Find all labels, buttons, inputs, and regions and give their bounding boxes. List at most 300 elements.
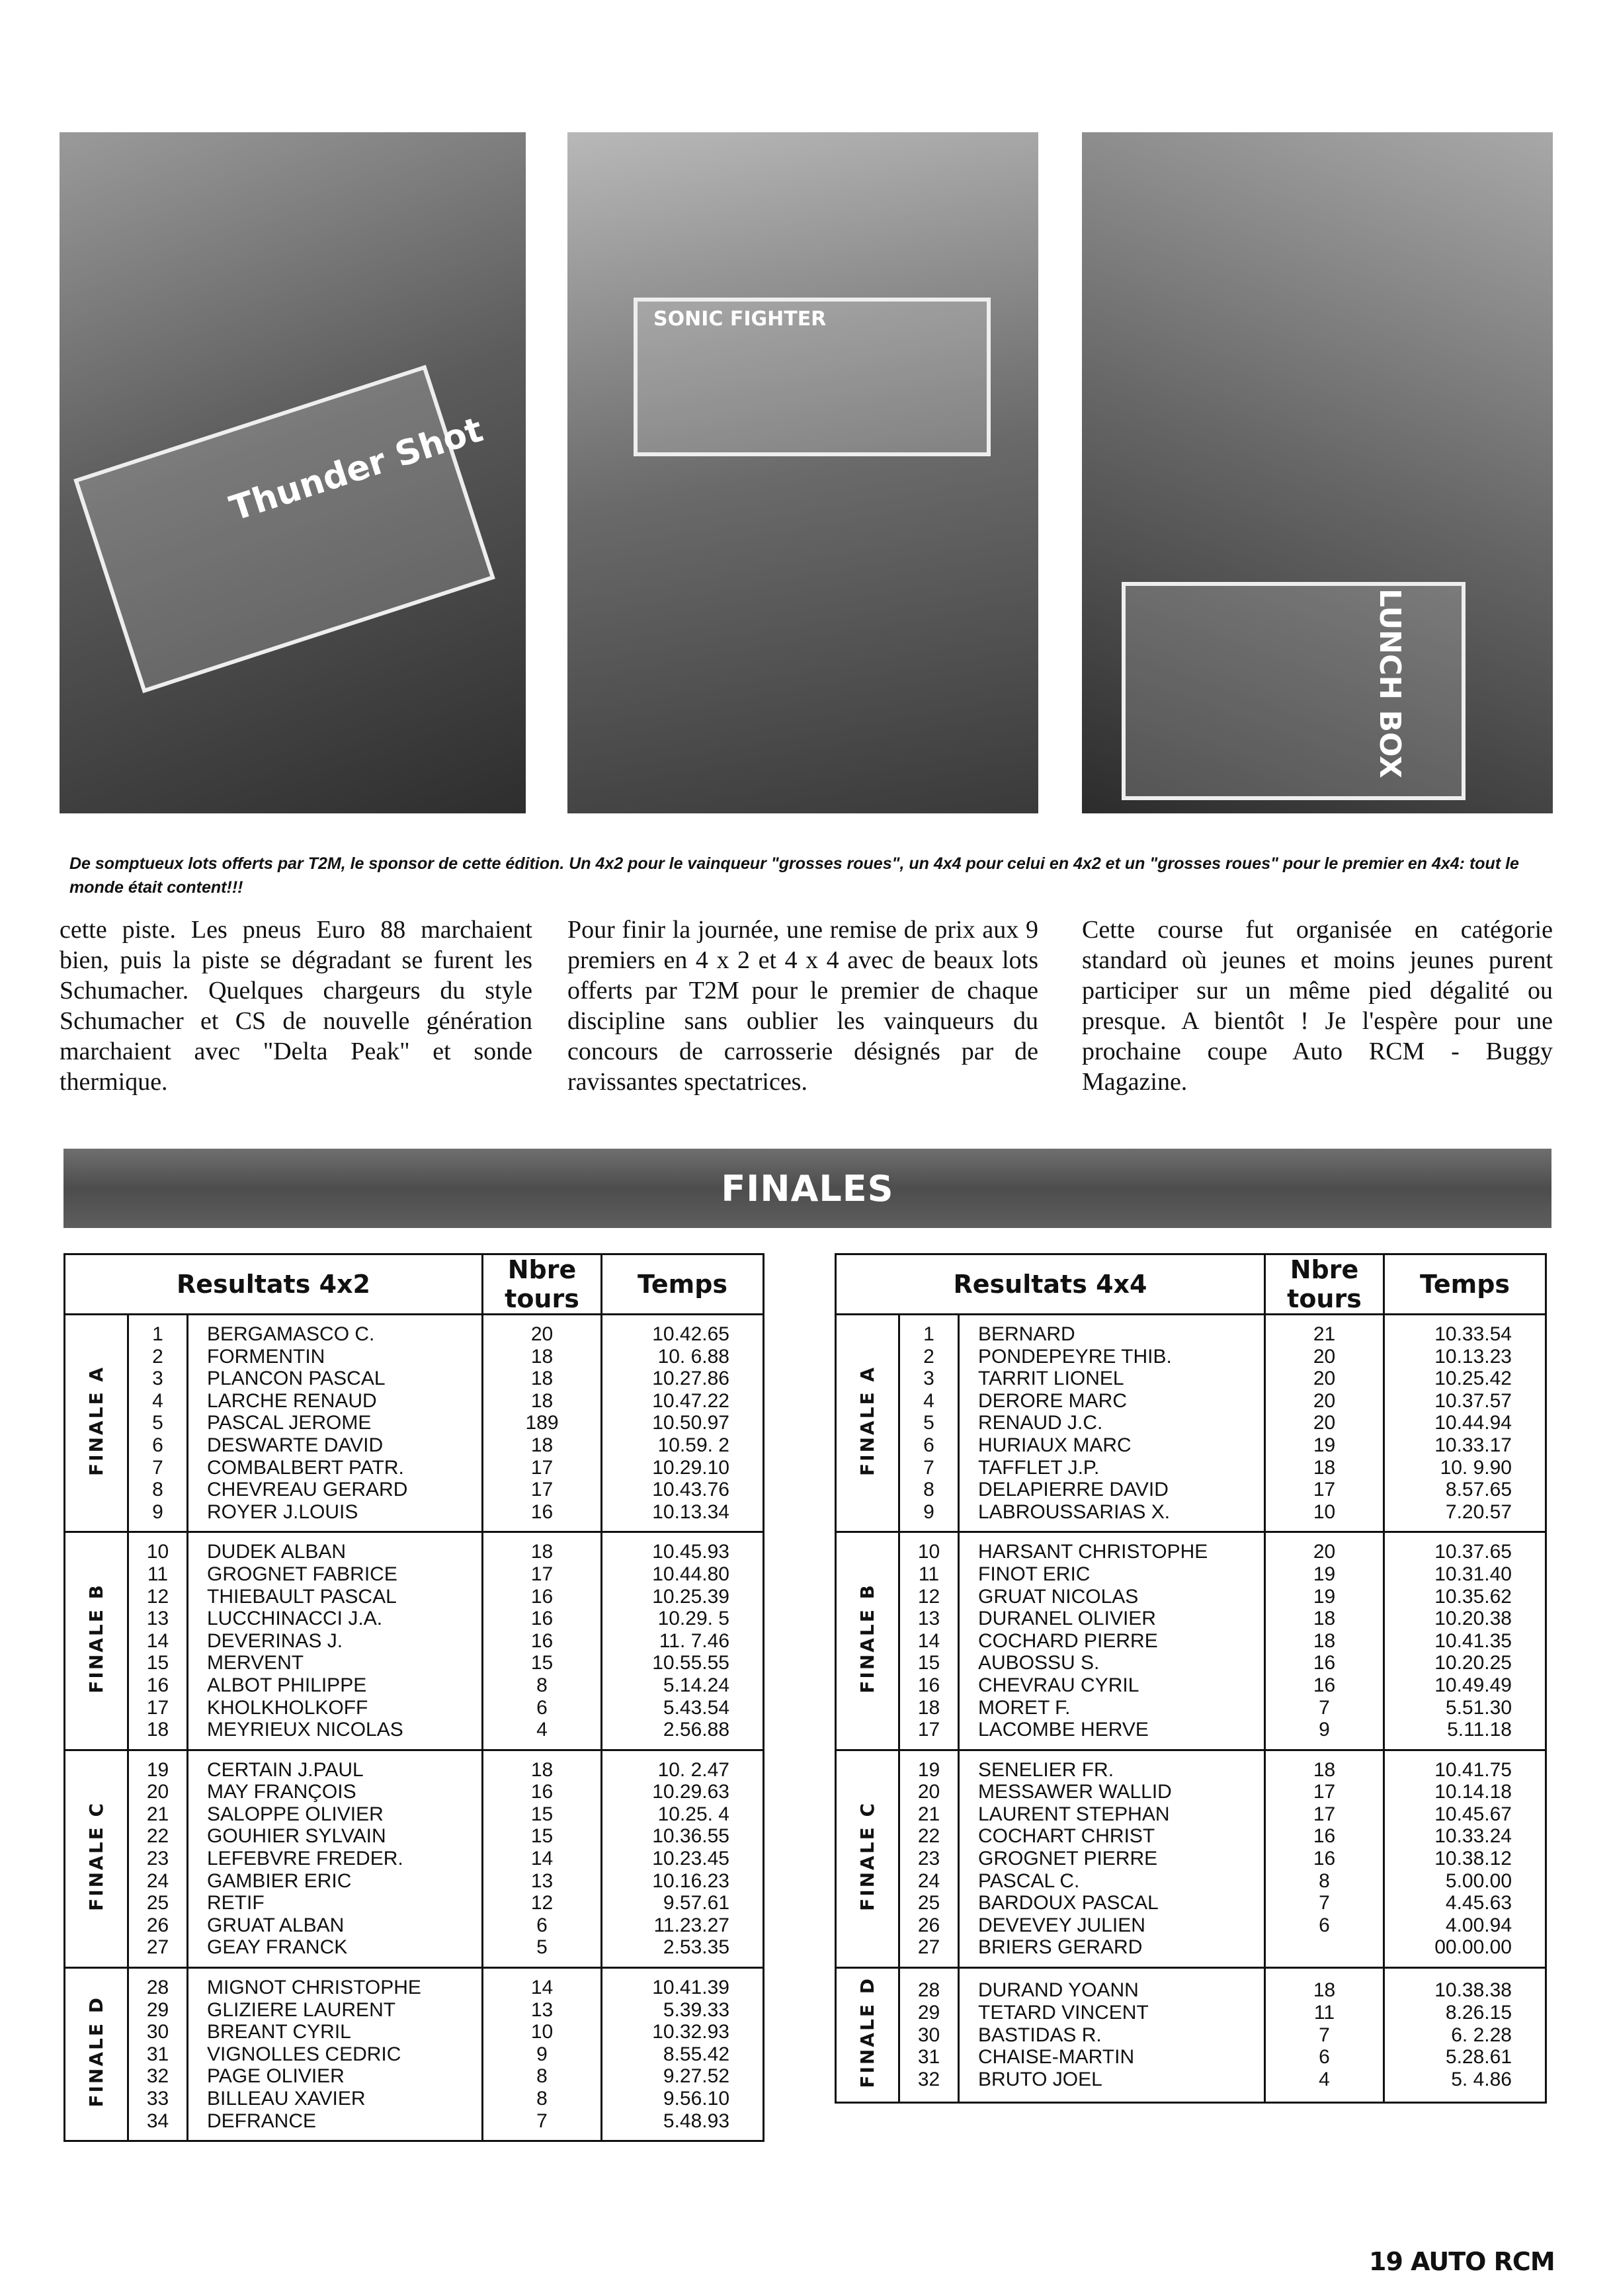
lap-count: 16 — [530, 1585, 554, 1608]
lap-count-column — [483, 1750, 602, 1967]
race-time: 10.41.39 — [652, 1977, 729, 1999]
driver-name: THIEBAULT PASCAL — [207, 1585, 397, 1608]
lap-count: 15 — [530, 1825, 554, 1848]
lap-count: 20 — [1313, 1389, 1336, 1412]
position-column — [899, 1315, 959, 1532]
table-title: Resultats 4x2 — [65, 1254, 483, 1315]
position: 4 — [152, 1389, 163, 1412]
lap-count: 18 — [530, 1345, 554, 1368]
driver-name-column — [959, 1750, 1265, 1967]
lap-count: 6 — [536, 1914, 548, 1936]
position-column — [899, 1750, 959, 1967]
page-number: 19 — [1369, 2247, 1403, 2276]
position: 17 — [917, 1719, 940, 1741]
lap-count: 5 — [536, 1936, 548, 1959]
kit-box-label: LUNCH BOX — [1373, 589, 1407, 778]
lap-count: 17 — [530, 1563, 554, 1585]
position: 24 — [917, 1869, 940, 1892]
position: 21 — [917, 1803, 940, 1825]
driver-name: MESSAWER WALLID — [978, 1781, 1172, 1803]
finale-group — [836, 1315, 1546, 1532]
driver-name: DEVERINAS J. — [207, 1629, 343, 1652]
race-time: 10. 9.90 — [1440, 1456, 1512, 1479]
position: 32 — [917, 2068, 940, 2090]
position: 16 — [146, 1674, 169, 1696]
race-time: 10.13.23 — [1434, 1345, 1512, 1368]
race-time-column — [602, 1532, 764, 1750]
race-time: 10.31.40 — [1434, 1563, 1512, 1585]
position: 11 — [918, 1563, 940, 1585]
lap-count: 11 — [1313, 2001, 1335, 2024]
driver-name-column — [959, 1968, 1265, 2103]
kit-box-label: Thunder Shot — [225, 410, 488, 529]
race-time: 5.14.24 — [663, 1674, 729, 1696]
race-time: 8.26.15 — [1445, 2001, 1512, 2024]
race-time: 10.33.17 — [1434, 1434, 1512, 1456]
position: 7 — [152, 1456, 163, 1479]
driver-name: LACOMBE HERVE — [978, 1719, 1149, 1741]
position: 13 — [146, 1608, 169, 1630]
race-time: 10.13.34 — [652, 1500, 729, 1523]
driver-name: BRIERS GERARD — [978, 1936, 1143, 1959]
position: 8 — [152, 1479, 163, 1501]
race-time: 10.55.55 — [652, 1652, 729, 1674]
driver-name: BERGAMASCO C. — [207, 1323, 375, 1345]
driver-name: GRUAT ALBAN — [207, 1914, 345, 1936]
position: 15 — [146, 1652, 169, 1674]
driver-name: MORET F. — [978, 1696, 1071, 1719]
driver-name: PAGE OLIVIER — [207, 2065, 345, 2088]
lap-count-column — [483, 1968, 602, 2141]
position: 10 — [146, 1541, 169, 1563]
lap-count: 16 — [530, 1500, 554, 1523]
article-column-2: Pour finir la journée, une remise de prix aux 9 premiers en 4 x 2 et 4 x 4 avec de beaux lots offerts par T2M pour le premier de chaque discipline sans oublier les vainqueurs du concours de carrosserie désignés par de ravissantes spectatrices. — [567, 916, 1038, 1096]
position: 25 — [917, 1892, 940, 1914]
position: 12 — [146, 1585, 169, 1608]
finale-label-text: FINALE B — [85, 1583, 107, 1694]
driver-name-column — [188, 1315, 483, 1532]
finale-label — [836, 1968, 899, 2103]
driver-name: LABROUSSARIAS X. — [978, 1500, 1171, 1523]
race-time: 00.00.00 — [1434, 1936, 1512, 1959]
lap-count: 16 — [1313, 1848, 1336, 1870]
lap-count: 19 — [1313, 1434, 1336, 1456]
position: 17 — [146, 1696, 169, 1719]
driver-name-column — [959, 1532, 1265, 1750]
position: 20 — [146, 1781, 169, 1803]
driver-name-column — [188, 1968, 483, 2141]
finale-label-text: FINALE A — [85, 1365, 107, 1476]
kit-box — [73, 365, 495, 693]
race-time: 10.45.93 — [652, 1541, 729, 1563]
finale-label-text: FINALE D — [85, 1996, 107, 2108]
driver-name: SALOPPE OLIVIER — [207, 1803, 384, 1825]
lap-count: 4 — [536, 1719, 548, 1741]
race-time: 10.29.63 — [652, 1781, 729, 1803]
race-time-column — [1384, 1750, 1546, 1967]
driver-name: DEVEVEY JULIEN — [978, 1914, 1145, 1936]
position: 28 — [917, 1979, 940, 2002]
position: 32 — [146, 2065, 169, 2088]
finale-label — [836, 1532, 899, 1750]
driver-name: TETARD VINCENT — [978, 2001, 1149, 2024]
position: 14 — [146, 1629, 169, 1652]
lap-count-column — [1265, 1315, 1384, 1532]
position: 34 — [146, 2110, 169, 2132]
lap-count: 16 — [530, 1629, 554, 1652]
race-time-column — [602, 1968, 764, 2141]
lap-count: 4 — [1319, 2068, 1330, 2090]
race-time: 10.20.25 — [1434, 1652, 1512, 1674]
position: 6 — [152, 1434, 163, 1456]
driver-name: VIGNOLLES CEDRIC — [207, 2043, 401, 2065]
lap-count: 19 — [1313, 1585, 1336, 1608]
position: 31 — [146, 2043, 169, 2065]
finale-group — [836, 1532, 1546, 1750]
driver-name: GLIZIERE LAURENT — [207, 1998, 396, 2021]
temps-header: Temps — [1384, 1254, 1546, 1315]
driver-name: KHOLKHOLKOFF — [207, 1696, 368, 1719]
driver-name-column — [959, 1315, 1265, 1532]
race-time-column — [602, 1315, 764, 1532]
driver-name: DERORE MARC — [978, 1389, 1128, 1412]
driver-name: COMBALBERT PATR. — [207, 1456, 404, 1479]
driver-name: MERVENT — [207, 1652, 304, 1674]
race-time: 10.44.80 — [652, 1563, 729, 1585]
finale-label — [65, 1750, 128, 1967]
lap-count: 8 — [1319, 1869, 1330, 1892]
race-time: 5.28.61 — [1445, 2046, 1512, 2069]
race-time: 10.33.24 — [1434, 1825, 1512, 1848]
race-time: 10.37.65 — [1434, 1541, 1512, 1563]
race-time: 2.56.88 — [663, 1719, 729, 1741]
finale-label — [65, 1315, 128, 1532]
position: 2 — [923, 1345, 934, 1368]
position: 9 — [152, 1500, 163, 1523]
race-time: 10.20.38 — [1434, 1608, 1512, 1630]
lap-count: 18 — [1313, 1608, 1336, 1630]
lap-count: 8 — [536, 2088, 548, 2110]
position: 1 — [152, 1323, 163, 1345]
race-time-column — [602, 1750, 764, 1967]
race-time: 10.42.65 — [652, 1323, 729, 1345]
position: 15 — [917, 1652, 940, 1674]
lap-count-column — [1265, 1968, 1384, 2103]
position: 16 — [917, 1674, 940, 1696]
race-time: 10.43.76 — [652, 1479, 729, 1501]
driver-name: MEYRIEUX NICOLAS — [207, 1719, 403, 1741]
lap-count: 8 — [536, 2065, 548, 2088]
driver-name: GROGNET PIERRE — [978, 1848, 1158, 1870]
race-time: 10.32.93 — [652, 2021, 729, 2043]
lap-count: 6 — [536, 1696, 548, 1719]
driver-name: CHEVREAU GERARD — [207, 1479, 408, 1501]
driver-name: DURANEL OLIVIER — [978, 1608, 1156, 1630]
position: 13 — [917, 1608, 940, 1630]
lap-count: 16 — [1313, 1652, 1336, 1674]
lap-count: 9 — [536, 2043, 548, 2065]
photo-caption: De somptueux lots offerts par T2M, le sponsor de cette édition. Un 4x2 pour le vainqueur "grosses roues", un 4x4 pour celui en 4x2 et un "grosses roues" pour le premier en 4x4: tout le monde était content!!! — [69, 854, 1519, 897]
position: 11 — [147, 1563, 169, 1585]
driver-name: TARRIT LIONEL — [978, 1368, 1124, 1390]
lap-count: 7 — [1319, 2024, 1330, 2046]
race-time: 5.48.93 — [663, 2110, 729, 2132]
lap-count: 20 — [530, 1323, 554, 1345]
finale-group — [65, 1750, 764, 1967]
lap-count: 20 — [1313, 1345, 1336, 1368]
magazine-name: AUTO RCM — [1411, 2247, 1555, 2276]
race-time: 10.59. 2 — [657, 1434, 729, 1456]
lap-count: 17 — [1313, 1781, 1336, 1803]
driver-name: COCHART CHRIST — [978, 1825, 1155, 1848]
lap-count: 18 — [530, 1368, 554, 1390]
race-time: 10.36.55 — [652, 1825, 729, 1848]
position: 26 — [917, 1914, 940, 1936]
finale-group — [836, 1750, 1546, 1967]
driver-name: HURIAUX MARC — [978, 1434, 1132, 1456]
position: 8 — [923, 1479, 934, 1501]
photo-winner-sonic-fighter — [567, 132, 1038, 813]
lap-count: 16 — [530, 1781, 554, 1803]
finale-group — [65, 1532, 764, 1750]
race-time: 10.50.97 — [652, 1412, 729, 1434]
photo-winner-thunder-shot — [60, 132, 526, 813]
finale-label — [65, 1532, 128, 1750]
driver-name: FINOT ERIC — [978, 1563, 1091, 1585]
temps-header: Temps — [602, 1254, 764, 1315]
lap-count: 9 — [1319, 1719, 1330, 1741]
finale-label — [65, 1968, 128, 2141]
lap-count: 18 — [1313, 1629, 1336, 1652]
position: 19 — [146, 1758, 169, 1781]
race-time: 2.53.35 — [663, 1936, 729, 1959]
position: 23 — [917, 1848, 940, 1870]
position: 10 — [917, 1541, 940, 1563]
race-time-column — [1384, 1968, 1546, 2103]
race-time: 10.35.62 — [1434, 1585, 1512, 1608]
position-column — [899, 1532, 959, 1750]
lap-count: 16 — [1313, 1825, 1336, 1848]
lap-count: 18 — [1313, 1758, 1336, 1781]
driver-name: BASTIDAS R. — [978, 2024, 1102, 2046]
driver-name: BREANT CYRIL — [207, 2021, 351, 2043]
position: 6 — [923, 1434, 934, 1456]
driver-name: GAMBIER ERIC — [207, 1869, 352, 1892]
tours-header: Nbre tours — [483, 1254, 602, 1315]
page-footer — [1369, 2247, 1555, 2276]
race-time: 7.20.57 — [1445, 1500, 1512, 1523]
lap-count-column — [483, 1315, 602, 1532]
race-time: 10.37.57 — [1434, 1389, 1512, 1412]
race-time: 11.23.27 — [653, 1914, 729, 1936]
lap-count-column — [1265, 1532, 1384, 1750]
race-time: 10.38.12 — [1434, 1848, 1512, 1870]
lap-count: 13 — [530, 1998, 554, 2021]
kit-box — [1122, 582, 1466, 800]
position: 3 — [152, 1368, 163, 1390]
lap-count: 7 — [1319, 1892, 1330, 1914]
lap-count: 21 — [1313, 1323, 1336, 1345]
position: 22 — [917, 1825, 940, 1848]
finale-group — [836, 1968, 1546, 2103]
finale-label-text: FINALE A — [856, 1365, 878, 1476]
driver-name: DESWARTE DAVID — [207, 1434, 384, 1456]
lap-count: 17 — [1313, 1803, 1336, 1825]
race-time: 10.47.22 — [652, 1389, 729, 1412]
lap-count: 18 — [530, 1541, 554, 1563]
lap-count: 18 — [1313, 1979, 1336, 2002]
lap-count: 20 — [1313, 1412, 1336, 1434]
position: 29 — [146, 1998, 169, 2021]
lap-count: 10 — [1313, 1500, 1336, 1523]
position: 14 — [917, 1629, 940, 1652]
position-column — [128, 1750, 188, 1967]
results-table-4x2 — [63, 1253, 764, 2142]
lap-count: 16 — [1313, 1674, 1336, 1696]
race-time: 5.39.33 — [663, 1998, 729, 2021]
race-time: 5.43.54 — [663, 1696, 729, 1719]
table-header-row — [65, 1254, 764, 1315]
position: 18 — [146, 1719, 169, 1741]
driver-name: ROYER J.LOUIS — [207, 1500, 358, 1523]
race-time: 10.25. 4 — [657, 1803, 729, 1825]
race-time: 10. 6.88 — [657, 1345, 729, 1368]
driver-name: GRUAT NICOLAS — [978, 1585, 1139, 1608]
position: 18 — [917, 1696, 940, 1719]
article-column-1: cette piste. Les pneus Euro 88 marchaient bien, puis la piste se dégradant se furent les Schumacher. Quelques chargeurs du style Schumacher et CS de nouvelle génération marchaient avec "Delta Peak" et sonde thermique. — [60, 916, 532, 1096]
driver-name: RENAUD J.C. — [978, 1412, 1103, 1434]
lap-count-column — [1265, 1750, 1384, 1967]
driver-name: SENELIER FR. — [978, 1758, 1114, 1781]
lap-count: 18 — [530, 1434, 554, 1456]
finale-label-text: FINALE D — [856, 1977, 878, 2088]
position: 30 — [917, 2024, 940, 2046]
position: 20 — [917, 1781, 940, 1803]
lap-count: 14 — [530, 1848, 554, 1870]
finale-label-text: FINALE C — [856, 1801, 878, 1911]
race-time: 6. 2.28 — [1451, 2024, 1512, 2046]
lap-count: 12 — [530, 1892, 554, 1914]
table-title: Resultats 4x4 — [836, 1254, 1265, 1315]
race-time: 10.41.35 — [1434, 1629, 1512, 1652]
position: 12 — [917, 1585, 940, 1608]
driver-name-column — [188, 1532, 483, 1750]
position-column — [128, 1532, 188, 1750]
race-time: 10. 2.47 — [657, 1758, 729, 1781]
driver-name: LEFEBVRE FREDER. — [207, 1848, 403, 1870]
lap-count: 7 — [536, 2110, 548, 2132]
driver-name: GOUHIER SYLVAIN — [207, 1825, 386, 1848]
lap-count: 20 — [1313, 1541, 1336, 1563]
driver-name: RETIF — [207, 1892, 265, 1914]
race-time: 4.45.63 — [1445, 1892, 1512, 1914]
lap-count: 18 — [530, 1758, 554, 1781]
position: 5 — [923, 1412, 934, 1434]
driver-name: CHEVRAU CYRIL — [978, 1674, 1139, 1696]
race-time: 9.57.61 — [663, 1892, 729, 1914]
driver-name: CERTAIN J.PAUL — [207, 1758, 364, 1781]
driver-name: CHAISE-MARTIN — [978, 2046, 1135, 2069]
position: 26 — [146, 1914, 169, 1936]
race-time: 10.27.86 — [652, 1368, 729, 1390]
lap-count: 15 — [530, 1803, 554, 1825]
article-column-3: Cette course fut organisée en catégorie standard où jeunes et moins jeunes purent participer sur un même pied dégalité ou presque. A bientôt ! Je l'espère pour une prochaine coupe Auto RCM - Buggy Magazine. — [1082, 916, 1553, 1096]
position: 1 — [923, 1323, 934, 1345]
lap-count: 13 — [530, 1869, 554, 1892]
lap-count: 17 — [1313, 1479, 1336, 1501]
position: 29 — [917, 2001, 940, 2024]
lap-count: 7 — [1319, 1696, 1330, 1719]
position: 19 — [917, 1758, 940, 1781]
race-time: 8.57.65 — [1445, 1479, 1512, 1501]
driver-name: HARSANT CHRISTOPHE — [978, 1541, 1208, 1563]
race-time: 10.29. 5 — [657, 1608, 729, 1630]
driver-name: BRUTO JOEL — [978, 2068, 1102, 2090]
driver-name: BARDOUX PASCAL — [978, 1892, 1159, 1914]
race-time: 10.41.75 — [1434, 1758, 1512, 1781]
driver-name-column — [188, 1750, 483, 1967]
position: 24 — [146, 1869, 169, 1892]
finale-label-text: FINALE B — [856, 1583, 878, 1694]
driver-name: LUCCHINACCI J.A. — [207, 1608, 383, 1630]
race-time: 10.44.94 — [1434, 1412, 1512, 1434]
lap-count: 189 — [525, 1412, 559, 1434]
position: 7 — [923, 1456, 934, 1479]
lap-count: 16 — [530, 1608, 554, 1630]
position: 4 — [923, 1389, 934, 1412]
position: 25 — [146, 1892, 169, 1914]
driver-name: PONDEPEYRE THIB. — [978, 1345, 1172, 1368]
race-time: 10.23.45 — [652, 1848, 729, 1870]
lap-count: 6 — [1319, 2046, 1330, 2069]
kit-box-label: SONIC FIGHTER — [653, 308, 827, 331]
driver-name: LAURENT STEPHAN — [978, 1803, 1170, 1825]
position-column — [899, 1968, 959, 2103]
lap-count: 18 — [1313, 1456, 1336, 1479]
race-time: 8.55.42 — [663, 2043, 729, 2065]
driver-name: BILLEAU XAVIER — [207, 2088, 366, 2110]
lap-count: 8 — [536, 1674, 548, 1696]
position: 21 — [146, 1803, 169, 1825]
driver-name: COCHARD PIERRE — [978, 1629, 1158, 1652]
lap-count: 10 — [530, 2021, 554, 2043]
table-header-row — [836, 1254, 1546, 1315]
race-time: 10.29.10 — [652, 1456, 729, 1479]
lap-count: 20 — [1313, 1368, 1336, 1390]
position: 28 — [146, 1977, 169, 1999]
race-time: 10.38.38 — [1434, 1979, 1512, 2002]
position-column — [128, 1968, 188, 2141]
tours-header: Nbre tours — [1265, 1254, 1384, 1315]
section-title: FINALES — [721, 1167, 894, 1210]
race-time: 10.25.39 — [652, 1585, 729, 1608]
race-time: 10.14.18 — [1434, 1781, 1512, 1803]
section-banner — [63, 1149, 1551, 1228]
position: 27 — [146, 1936, 169, 1959]
driver-name: LARCHE RENAUD — [207, 1389, 377, 1412]
driver-name: ALBOT PHILIPPE — [207, 1674, 367, 1696]
lap-count — [1266, 1936, 1383, 1959]
position: 30 — [146, 2021, 169, 2043]
race-time: 11. 7.46 — [659, 1629, 729, 1652]
position: 27 — [917, 1936, 940, 1959]
position: 2 — [152, 1345, 163, 1368]
race-time: 9.27.52 — [663, 2065, 729, 2088]
finale-label — [836, 1315, 899, 1532]
position: 23 — [146, 1848, 169, 1870]
driver-name: MIGNOT CHRISTOPHE — [207, 1977, 421, 1999]
race-time: 10.49.49 — [1434, 1674, 1512, 1696]
